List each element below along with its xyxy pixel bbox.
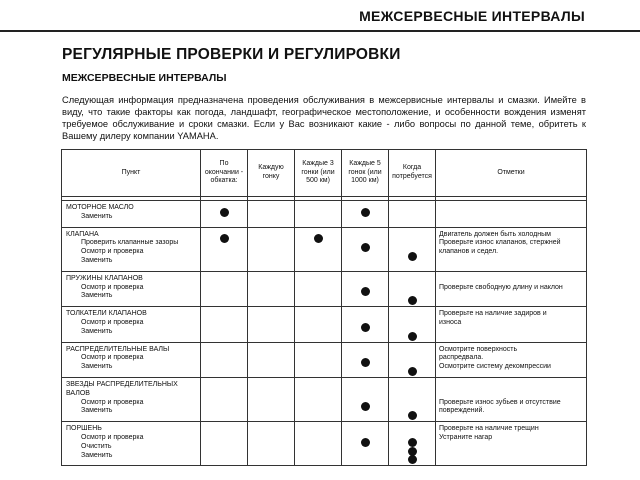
interval-cell-every-3 — [295, 201, 342, 228]
interval-cell-every-3 — [295, 422, 342, 466]
remarks-cell — [436, 271, 587, 306]
item-name: ПРУЖИНЫ КЛАПАНОВ — [66, 274, 143, 282]
remark-line: повреждений. — [439, 407, 485, 415]
item-operation: Заменить — [81, 292, 113, 300]
item-operation: Осмотр и проверка — [81, 248, 144, 256]
interval-cell-every-5 — [342, 271, 389, 306]
interval-cell-every-race — [248, 201, 295, 228]
item-cell — [62, 271, 201, 306]
running-head — [0, 0, 640, 32]
remark-line: Устраните нагар — [439, 433, 493, 441]
interval-cell-every-5 — [342, 201, 389, 228]
service-mark-dot — [361, 323, 370, 332]
table-row — [62, 342, 587, 377]
service-mark-dot — [408, 367, 417, 376]
interval-cell-every-race — [248, 227, 295, 271]
table-body — [62, 197, 587, 466]
item-operation: Заменить — [81, 363, 113, 371]
item-name: ТОЛКАТЕЛИ КЛАПАНОВ — [66, 310, 147, 318]
header-every-race: Каждую гонку — [248, 150, 295, 197]
interval-cell-every-3 — [295, 342, 342, 377]
interval-cell-every-3 — [295, 307, 342, 342]
subsection-title: МЕЖСЕРВЕСНЫЕ ИНТЕРВАЛЫ — [62, 72, 227, 84]
service-mark-dot — [361, 438, 370, 447]
service-mark-dot — [361, 243, 370, 252]
interval-cell-every-race — [248, 422, 295, 466]
item-cell — [62, 377, 201, 421]
remark-line: Проверьте на наличие задиров и — [439, 310, 547, 318]
interval-cell-when-needed — [389, 307, 436, 342]
remarks-cell — [436, 342, 587, 377]
interval-cell-every-race — [248, 307, 295, 342]
running-head-title: МЕЖСЕРВЕСНЫЕ ИНТЕРВАЛЫ — [359, 8, 585, 24]
item-name: РАСПРЕДЕЛИТЕЛЬНЫЕ ВАЛЫ — [66, 345, 170, 353]
remarks-cell — [436, 307, 587, 342]
item-cell — [62, 307, 201, 342]
remark-line: Осмотрите поверхность — [439, 345, 518, 353]
interval-cell-every-3 — [295, 227, 342, 271]
item-name: ЗВЕЗДЫ РАСПРЕДЕЛИТЕЛЬНЫХ ВАЛОВ — [66, 380, 178, 397]
remark-line: Проверьте свободную длину и наклон — [439, 283, 563, 291]
item-operation: Осмотр и проверка — [81, 354, 144, 362]
interval-cell-every-race — [248, 342, 295, 377]
remark-line: Проверьте на наличие трещин — [439, 425, 539, 433]
item-name: ПОРШЕНЬ — [66, 425, 102, 433]
remark-line: клапанов и седел. — [439, 248, 499, 256]
item-operation: Заменить — [81, 256, 113, 264]
service-mark-dot — [408, 332, 417, 341]
service-mark-dot — [220, 208, 229, 217]
service-mark-dot — [361, 208, 370, 217]
header-after-breakin: По окончании - обкатка: — [201, 150, 248, 197]
item-operation: Осмотр и проверка — [81, 433, 144, 441]
interval-cell-after-breakin — [201, 342, 248, 377]
service-mark-dot — [361, 402, 370, 411]
interval-cell-every-race — [248, 377, 295, 421]
header-remarks: Отметки — [436, 150, 587, 197]
item-cell — [62, 422, 201, 466]
remark-line — [439, 275, 586, 284]
service-mark-dot — [314, 234, 323, 243]
item-operation: Заменить — [81, 407, 113, 415]
remark-line: Осмотрите систему декомпрессии — [439, 363, 551, 371]
interval-cell-after-breakin — [201, 227, 248, 271]
header-when-needed: Когда потребуется — [389, 150, 436, 197]
remark-line: Двигатель должен быть холодным — [439, 230, 551, 238]
interval-cell-every-race — [248, 271, 295, 306]
interval-cell-after-breakin — [201, 201, 248, 228]
service-mark-dot — [220, 234, 229, 243]
item-operation: Заменить — [81, 451, 113, 459]
remark-line: Проверьте износ зубьев и отсутствие — [439, 398, 561, 406]
header-every-3-races: Каждые 3 гонки (или 500 км) — [295, 150, 342, 197]
remarks-cell — [436, 422, 587, 466]
interval-cell-every-5 — [342, 422, 389, 466]
service-mark-dot — [408, 411, 417, 420]
item-operation: Очистить — [81, 442, 112, 450]
interval-cell-after-breakin — [201, 377, 248, 421]
interval-cell-when-needed — [389, 377, 436, 421]
service-mark-dot — [408, 252, 417, 261]
interval-cell-when-needed — [389, 271, 436, 306]
remarks-cell — [436, 201, 587, 228]
table-row — [62, 271, 587, 306]
item-name: КЛАПАНА — [66, 230, 99, 238]
service-mark-dot — [361, 287, 370, 296]
remark-line — [439, 390, 586, 399]
interval-cell-when-needed — [389, 201, 436, 228]
intro-paragraph: Следующая информация предназначена проведения обслуживания в межсервисные интервалы и смазки. Имейте в виду, что такие факторы как погода, ландшафт, географическое местоположение, и особенности вождения изменят требуемое обслуживание и сроки смазки. Если у Вас возникают какие - либо вопросы по данной теме, обритеть к Вашему дилеру компании YAMAHA. — [62, 95, 586, 141]
item-name: МОТОРНОЕ МАСЛО — [66, 204, 134, 211]
remarks-cell — [436, 377, 587, 421]
item-operation: Заменить — [81, 212, 113, 220]
remarks-cell — [436, 227, 587, 271]
item-cell — [62, 201, 201, 228]
remark-line: Проверьте износ клапанов, стержней — [439, 239, 561, 247]
service-mark-dot — [408, 447, 417, 456]
section-title: РЕГУЛЯРНЫЕ ПРОВЕРКИ И РЕГУЛИРОВКИ — [62, 46, 401, 63]
header-item: Пункт — [62, 150, 201, 197]
interval-cell-after-breakin — [201, 271, 248, 306]
header-every-5-races: Каждые 5 гонок (или 1000 км) — [342, 150, 389, 197]
service-mark-dot — [408, 296, 417, 305]
interval-cell-every-5 — [342, 377, 389, 421]
item-operation: Осмотр и проверка — [81, 398, 144, 406]
interval-cell-after-breakin — [201, 307, 248, 342]
table-header-row — [62, 150, 587, 197]
item-cell — [62, 227, 201, 271]
maintenance-intervals-table — [61, 149, 587, 466]
interval-cell-when-needed — [389, 342, 436, 377]
table-row — [62, 307, 587, 342]
interval-cell-every-3 — [295, 377, 342, 421]
remark-line: распредвала. — [439, 354, 484, 362]
interval-cell-when-needed — [389, 227, 436, 271]
interval-cell-every-5 — [342, 342, 389, 377]
table-row — [62, 201, 587, 228]
item-operation: Заменить — [81, 327, 113, 335]
interval-cell-every-5 — [342, 307, 389, 342]
interval-cell-every-3 — [295, 271, 342, 306]
item-cell — [62, 342, 201, 377]
table-row — [62, 227, 587, 271]
service-mark-dot — [408, 455, 417, 464]
table-row — [62, 377, 587, 421]
interval-cell-when-needed — [389, 422, 436, 466]
interval-cell-every-5 — [342, 227, 389, 271]
remark-line — [439, 381, 586, 390]
interval-cell-after-breakin — [201, 422, 248, 466]
service-mark-dot — [361, 358, 370, 367]
table-row — [62, 422, 587, 466]
service-mark-dot — [408, 438, 417, 447]
item-operation: Проверить клапанные зазоры — [81, 239, 179, 247]
remark-line: износа — [439, 318, 462, 326]
item-operation: Осмотр и проверка — [81, 318, 144, 326]
item-operation: Осмотр и проверка — [81, 283, 144, 291]
